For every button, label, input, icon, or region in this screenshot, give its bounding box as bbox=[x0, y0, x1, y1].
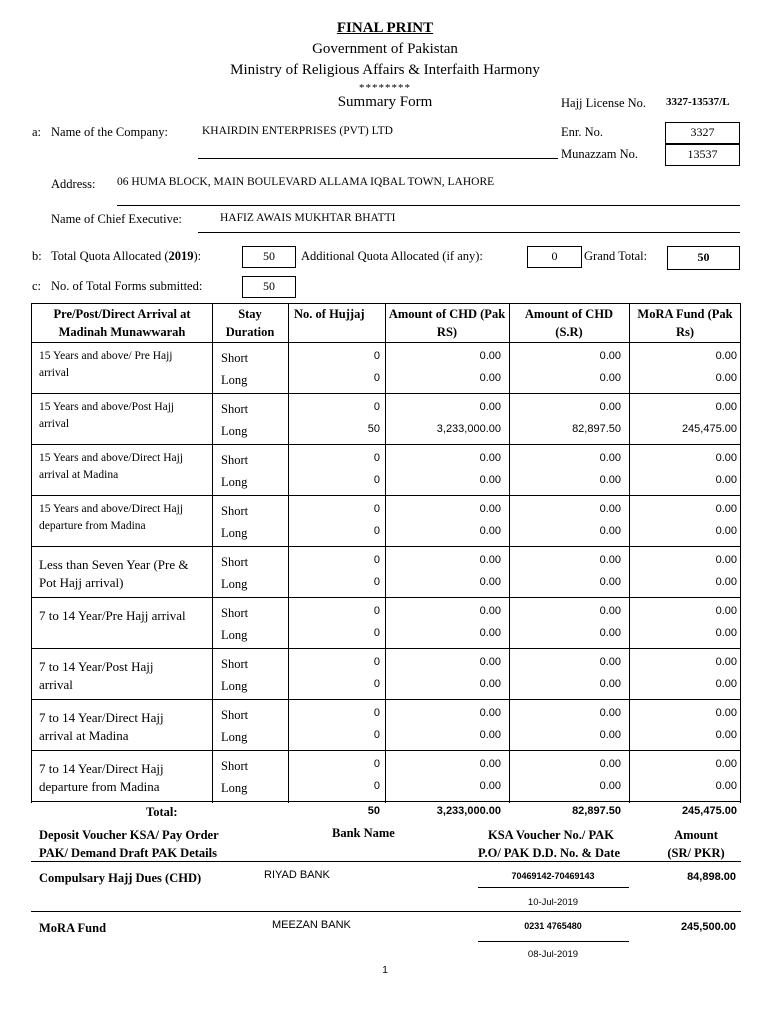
cell-mora: 0.00 bbox=[715, 729, 737, 741]
stay-long: Long bbox=[221, 628, 248, 642]
forms-submitted-label: No. of Total Forms submitted: bbox=[51, 279, 203, 293]
cell-mora: 0.00 bbox=[715, 350, 737, 362]
government-line: Government of Pakistan bbox=[312, 41, 458, 57]
stay-long: Long bbox=[221, 373, 248, 387]
cell-chd-sr: 0.00 bbox=[599, 372, 621, 384]
row-category: 15 Years and above/ Pre Hajj arrival bbox=[39, 350, 173, 379]
cell-mora: 0.00 bbox=[715, 780, 737, 792]
quota-year: 2019 bbox=[168, 249, 194, 263]
stay-short: Short bbox=[221, 504, 249, 518]
cell-hujjaj: 0 bbox=[373, 372, 380, 384]
header-arrival: Pre/Post/Direct Arrival at Madinah Munawwarah bbox=[53, 307, 191, 339]
stay-short: Short bbox=[221, 606, 249, 620]
cell-mora: 0.00 bbox=[715, 503, 737, 515]
stay-short: Short bbox=[221, 759, 249, 773]
table-border-top bbox=[31, 303, 741, 304]
row-divider bbox=[31, 597, 741, 598]
chd-voucher-underline bbox=[478, 887, 629, 888]
cell-mora: 0.00 bbox=[715, 554, 737, 566]
cell-chd-pkr: 0.00 bbox=[479, 780, 501, 792]
cell-hujjaj: 0 bbox=[373, 707, 380, 719]
cell-chd-pkr: 0.00 bbox=[479, 372, 501, 384]
cell-chd-sr: 0.00 bbox=[599, 525, 621, 537]
row-divider bbox=[31, 546, 741, 547]
cell-chd-sr: 0.00 bbox=[599, 707, 621, 719]
total-mora: 245,475.00 bbox=[681, 805, 737, 817]
cell-chd-sr: 0.00 bbox=[599, 474, 621, 486]
form-title: FINAL PRINT bbox=[336, 20, 434, 36]
cell-hujjaj: 0 bbox=[373, 605, 380, 617]
cell-chd-sr: 0.00 bbox=[599, 758, 621, 770]
cell-hujjaj: 0 bbox=[373, 729, 380, 741]
deposit-header-line2: PAK/ Demand Draft PAK Details bbox=[39, 846, 217, 860]
cell-chd-pkr: 0.00 bbox=[479, 707, 501, 719]
chd-voucher-date: 10-Jul-2019 bbox=[527, 897, 579, 908]
voucher-header-line1: KSA Voucher No./ PAK bbox=[488, 828, 614, 842]
header-chd-pkr: Amount of CHD (Pak RS) bbox=[388, 307, 506, 339]
row-category: 7 to 14 Year/Post Hajj arrival bbox=[39, 659, 154, 692]
cell-mora: 0.00 bbox=[715, 605, 737, 617]
total-chd-sr: 82,897.50 bbox=[572, 805, 621, 817]
hajj-license-label: Hajj License No. bbox=[561, 96, 647, 110]
mora-voucher-underline bbox=[478, 941, 629, 942]
cell-hujjaj: 50 bbox=[367, 423, 380, 435]
cell-chd-sr: 0.00 bbox=[599, 780, 621, 792]
cell-hujjaj: 0 bbox=[373, 350, 380, 362]
cell-mora: 0.00 bbox=[715, 656, 737, 668]
table-col-divider bbox=[288, 303, 289, 803]
company-name-underline bbox=[198, 158, 558, 159]
table-header-divider bbox=[31, 342, 741, 343]
stay-short: Short bbox=[221, 657, 249, 671]
cell-hujjaj: 0 bbox=[373, 576, 380, 588]
cell-chd-pkr: 0.00 bbox=[479, 452, 501, 464]
mora-voucher-date: 08-Jul-2019 bbox=[527, 949, 579, 960]
row-divider bbox=[31, 699, 741, 700]
cell-chd-pkr: 0.00 bbox=[479, 656, 501, 668]
row-category: Less than Seven Year (Pre & Pot Hajj arrival) bbox=[39, 557, 189, 590]
table-border-right bbox=[740, 303, 741, 803]
cell-hujjaj: 0 bbox=[373, 758, 380, 770]
cell-mora: 0.00 bbox=[715, 576, 737, 588]
cell-hujjaj: 0 bbox=[373, 452, 380, 464]
cell-chd-pkr: 0.00 bbox=[479, 627, 501, 639]
ministry-line: Ministry of Religious Affairs & Interfaith Harmony bbox=[230, 62, 540, 78]
cell-chd-pkr: 0.00 bbox=[479, 605, 501, 617]
row-category: 15 Years and above/Direct Hajj departure from Madina bbox=[39, 503, 184, 532]
stay-short: Short bbox=[221, 402, 249, 416]
cell-chd-sr: 0.00 bbox=[599, 452, 621, 464]
cell-hujjaj: 0 bbox=[373, 656, 380, 668]
mora-amount: 245,500.00 bbox=[680, 921, 736, 933]
cell-chd-pkr: 0.00 bbox=[479, 350, 501, 362]
cell-mora: 0.00 bbox=[715, 707, 737, 719]
deposit-header-voucher bbox=[478, 826, 620, 862]
stars-divider: ******** bbox=[359, 82, 411, 94]
cell-mora: 0.00 bbox=[715, 525, 737, 537]
stay-short: Short bbox=[221, 453, 249, 467]
cell-chd-pkr: 0.00 bbox=[479, 576, 501, 588]
cell-chd-sr: 0.00 bbox=[599, 576, 621, 588]
cell-chd-sr: 0.00 bbox=[599, 627, 621, 639]
amount-header-line2: (SR/ PKR) bbox=[667, 846, 725, 860]
address-underline bbox=[117, 205, 740, 206]
cell-hujjaj: 0 bbox=[373, 503, 380, 515]
table-col-divider bbox=[212, 303, 213, 803]
cell-chd-pkr: 0.00 bbox=[479, 729, 501, 741]
chd-row-divider bbox=[31, 911, 741, 912]
stay-long: Long bbox=[221, 577, 248, 591]
chd-voucher-number: 70469142-70469143 bbox=[511, 871, 595, 881]
munazzam-no-box: 13537 bbox=[665, 144, 740, 166]
cell-chd-pkr: 0.00 bbox=[479, 554, 501, 566]
row-divider bbox=[31, 648, 741, 649]
row-divider bbox=[31, 801, 741, 802]
cell-chd-pkr: 0.00 bbox=[479, 503, 501, 515]
total-label: Total: bbox=[146, 805, 178, 819]
forms-submitted-box: 50 bbox=[242, 276, 296, 298]
cell-hujjaj: 0 bbox=[373, 401, 380, 413]
stay-short: Short bbox=[221, 351, 249, 365]
mora-voucher-number: 0231 4765480 bbox=[524, 921, 582, 931]
cell-chd-pkr: 0.00 bbox=[479, 474, 501, 486]
section-a-prefix: a: bbox=[32, 125, 42, 139]
row-category: 7 to 14 Year/Direct Hajj departure from Madina bbox=[39, 761, 164, 794]
chd-bank-name: RIYAD BANK bbox=[264, 869, 330, 881]
table-border-left bbox=[31, 303, 32, 803]
row-divider bbox=[31, 444, 741, 445]
page-number: 1 bbox=[382, 965, 388, 976]
cell-chd-sr: 0.00 bbox=[599, 678, 621, 690]
deposit-header-line1: Deposit Voucher KSA/ Pay Order bbox=[39, 828, 219, 842]
grand-total-box: 50 bbox=[667, 246, 740, 270]
row-divider bbox=[31, 495, 741, 496]
cell-chd-pkr: 0.00 bbox=[479, 525, 501, 537]
header-stay-duration: Stay Duration bbox=[225, 307, 275, 339]
total-quota-label bbox=[51, 249, 201, 264]
cell-chd-sr: 0.00 bbox=[599, 503, 621, 515]
additional-quota-label: Additional Quota Allocated (if any): bbox=[301, 249, 483, 263]
stay-long: Long bbox=[221, 475, 248, 489]
voucher-header-line2: P.O/ PAK D.D. No. & Date bbox=[478, 846, 620, 860]
cell-chd-sr: 0.00 bbox=[599, 554, 621, 566]
cell-chd-sr: 0.00 bbox=[599, 656, 621, 668]
table-col-divider bbox=[385, 303, 386, 803]
stay-long: Long bbox=[221, 679, 248, 693]
cell-chd-sr: 0.00 bbox=[599, 350, 621, 362]
cell-chd-sr: 82,897.50 bbox=[572, 423, 621, 435]
grand-total-label: Grand Total: bbox=[584, 249, 648, 263]
mora-row-label: MoRA Fund bbox=[39, 921, 107, 935]
cell-mora: 0.00 bbox=[715, 678, 737, 690]
chd-row-label: Compulsary Hajj Dues (CHD) bbox=[39, 871, 202, 885]
mora-bank-name: MEEZAN BANK bbox=[272, 919, 351, 931]
stay-long: Long bbox=[221, 526, 248, 540]
cell-hujjaj: 0 bbox=[373, 554, 380, 566]
row-divider bbox=[31, 750, 741, 751]
cell-chd-pkr: 0.00 bbox=[479, 401, 501, 413]
chief-executive-value: HAFIZ AWAIS MUKHTAR BHATTI bbox=[220, 212, 396, 224]
cell-hujjaj: 0 bbox=[373, 780, 380, 792]
header-mora-fund: MoRA Fund (Pak Rs) bbox=[637, 307, 733, 339]
deposit-header-divider bbox=[31, 861, 741, 862]
section-c-prefix: c: bbox=[32, 279, 42, 293]
header-no-of-hujjaj: No. of Hujjaj bbox=[294, 307, 365, 321]
address-label: Address: bbox=[51, 177, 96, 191]
total-chd-pkr: 3,233,000.00 bbox=[436, 805, 501, 817]
cell-chd-pkr: 0.00 bbox=[479, 758, 501, 770]
cell-chd-sr: 0.00 bbox=[599, 605, 621, 617]
row-category: 7 to 14 Year/Direct Hajj arrival at Madina bbox=[39, 710, 164, 743]
stay-short: Short bbox=[221, 555, 249, 569]
company-name-value: KHAIRDIN ENTERPRISES (PVT) LTD bbox=[202, 125, 393, 137]
hajj-license-value: 3327-13537/L bbox=[666, 96, 730, 108]
table-col-divider bbox=[629, 303, 630, 803]
header-chd-sr: Amount of CHD (S.R) bbox=[524, 307, 614, 339]
company-name-label: Name of the Company: bbox=[51, 125, 168, 139]
cell-mora: 0.00 bbox=[715, 452, 737, 464]
table-col-divider bbox=[509, 303, 510, 803]
row-divider bbox=[31, 393, 741, 394]
cell-mora: 0.00 bbox=[715, 401, 737, 413]
enr-no-label: Enr. No. bbox=[561, 125, 604, 139]
munazzam-no-label: Munazzam No. bbox=[561, 147, 639, 161]
cell-mora: 0.00 bbox=[715, 758, 737, 770]
cell-hujjaj: 0 bbox=[373, 474, 380, 486]
row-category: 7 to 14 Year/Pre Hajj arrival bbox=[39, 608, 186, 623]
chief-executive-underline bbox=[198, 232, 740, 233]
cell-chd-sr: 0.00 bbox=[599, 729, 621, 741]
row-category: 15 Years and above/Direct Hajj arrival at Madina bbox=[39, 452, 184, 481]
deposit-header-details bbox=[39, 826, 219, 862]
cell-hujjaj: 0 bbox=[373, 627, 380, 639]
total-quota-label-start: Total Quota Allocated ( bbox=[51, 249, 169, 263]
cell-chd-pkr: 3,233,000.00 bbox=[436, 423, 501, 435]
additional-quota-box: 0 bbox=[527, 246, 582, 268]
cell-mora: 0.00 bbox=[715, 474, 737, 486]
amount-header-line1: Amount bbox=[674, 828, 718, 842]
cell-hujjaj: 0 bbox=[373, 678, 380, 690]
address-value: 06 HUMA BLOCK, MAIN BOULEVARD ALLAMA IQBAL TOWN, LAHORE bbox=[117, 176, 495, 188]
total-quota-box: 50 bbox=[242, 246, 296, 268]
chd-amount: 84,898.00 bbox=[687, 871, 736, 883]
section-b-prefix: b: bbox=[32, 249, 42, 263]
enr-no-box: 3327 bbox=[665, 122, 740, 144]
row-category: 15 Years and above/Post Hajj arrival bbox=[39, 401, 175, 430]
stay-long: Long bbox=[221, 730, 248, 744]
total-quota-label-end: ): bbox=[193, 249, 202, 263]
cell-chd-pkr: 0.00 bbox=[479, 678, 501, 690]
stay-long: Long bbox=[221, 781, 248, 795]
deposit-header-bank: Bank Name bbox=[332, 826, 395, 840]
cell-mora: 245,475.00 bbox=[681, 423, 737, 435]
cell-mora: 0.00 bbox=[715, 627, 737, 639]
total-hujjaj: 50 bbox=[367, 805, 380, 817]
cell-hujjaj: 0 bbox=[373, 525, 380, 537]
deposit-header-amount bbox=[660, 826, 732, 862]
stay-long: Long bbox=[221, 424, 248, 438]
summary-form-heading: Summary Form bbox=[337, 94, 433, 110]
chief-executive-label: Name of Chief Executive: bbox=[51, 212, 182, 226]
cell-chd-sr: 0.00 bbox=[599, 401, 621, 413]
cell-mora: 0.00 bbox=[715, 372, 737, 384]
stay-short: Short bbox=[221, 708, 249, 722]
